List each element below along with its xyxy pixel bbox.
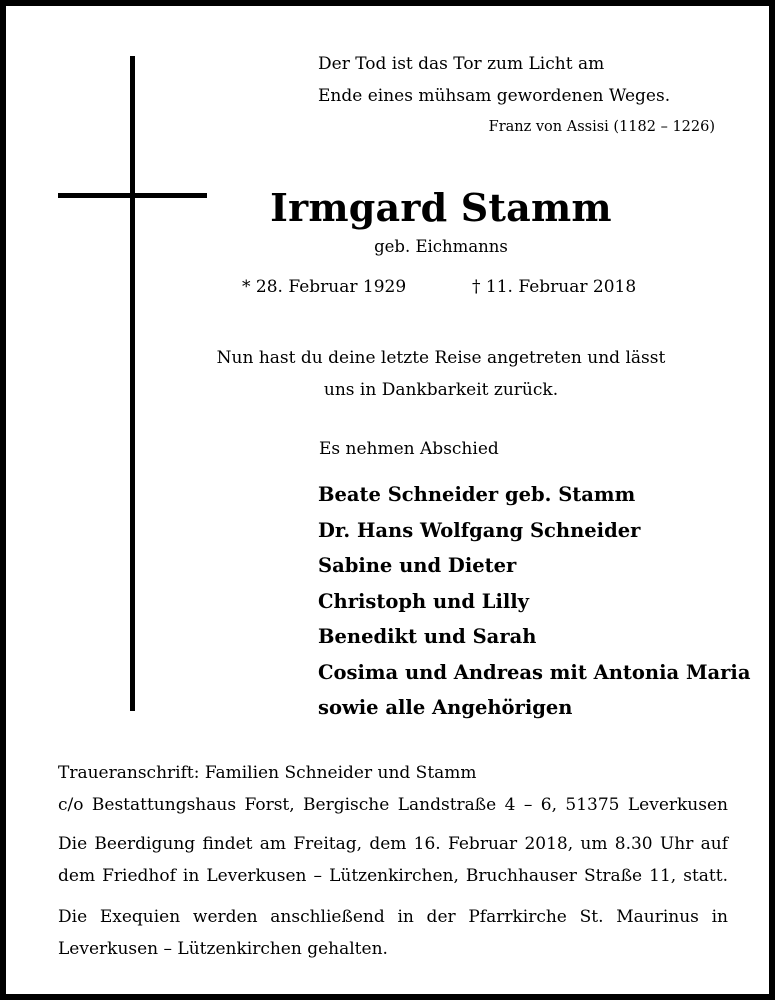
mourners-intro: Es nehmen Abschied	[319, 439, 499, 459]
exequies-line-2: Leverkusen – Lützenkirchen gehalten.	[58, 939, 388, 959]
quote-author: Franz von Assisi (1182 – 1226)	[488, 119, 715, 135]
funeral-line-1: Die Beerdigung findet am Freitag, dem 16. Februar 2018, um 8.30 Uhr auf	[58, 834, 728, 854]
mourner-name: Christoph und Lilly	[318, 589, 530, 613]
farewell-line-1: Nun hast du deine letzte Reise angetreten und lässt	[216, 348, 666, 368]
death-date: † 11. Februar 2018	[472, 277, 637, 297]
quote-line-2: Ende eines mühsam gewordenen Weges.	[318, 86, 671, 106]
address-line-2: c/o Bestattungshaus Forst, Bergische Landstraße 4 – 6, 51375 Leverkusen	[58, 795, 728, 815]
mourner-name: Beate Schneider geb. Stamm	[318, 483, 636, 506]
exequies-info	[58, 901, 728, 965]
mourner-name: Sabine und Dieter	[318, 554, 517, 577]
funeral-info	[58, 828, 728, 892]
mourner-name: Cosima und Andreas mit Antonia Maria	[318, 660, 751, 684]
farewell-line-2: uns in Dankbarkeit zurück.	[323, 380, 559, 400]
farewell-text	[6, 342, 775, 406]
mourners-list	[318, 477, 750, 726]
mourner-name: Dr. Hans Wolfgang Schneider	[318, 518, 641, 542]
deceased-name: Irmgard Stamm	[270, 185, 612, 230]
birth-date: * 28. Februar 1929	[242, 277, 407, 297]
exequies-line-1: Die Exequien werden anschließend in der Pfarrkirche St. Maurinus in	[58, 907, 728, 927]
mourner-name: sowie alle Angehörigen	[318, 696, 573, 719]
mourner-name: Benedikt und Sarah	[318, 625, 537, 648]
address-block	[58, 757, 728, 821]
maiden-name: geb. Eichmanns	[374, 237, 508, 256]
quote-line-1: Der Tod ist das Tor zum Licht am	[318, 54, 605, 74]
funeral-line-2: dem Friedhof in Leverkusen – Lützenkirchen, Bruchhauser Straße 11, statt.	[58, 866, 728, 886]
address-line-1: Traueranschrift: Familien Schneider und Stamm	[58, 763, 477, 783]
